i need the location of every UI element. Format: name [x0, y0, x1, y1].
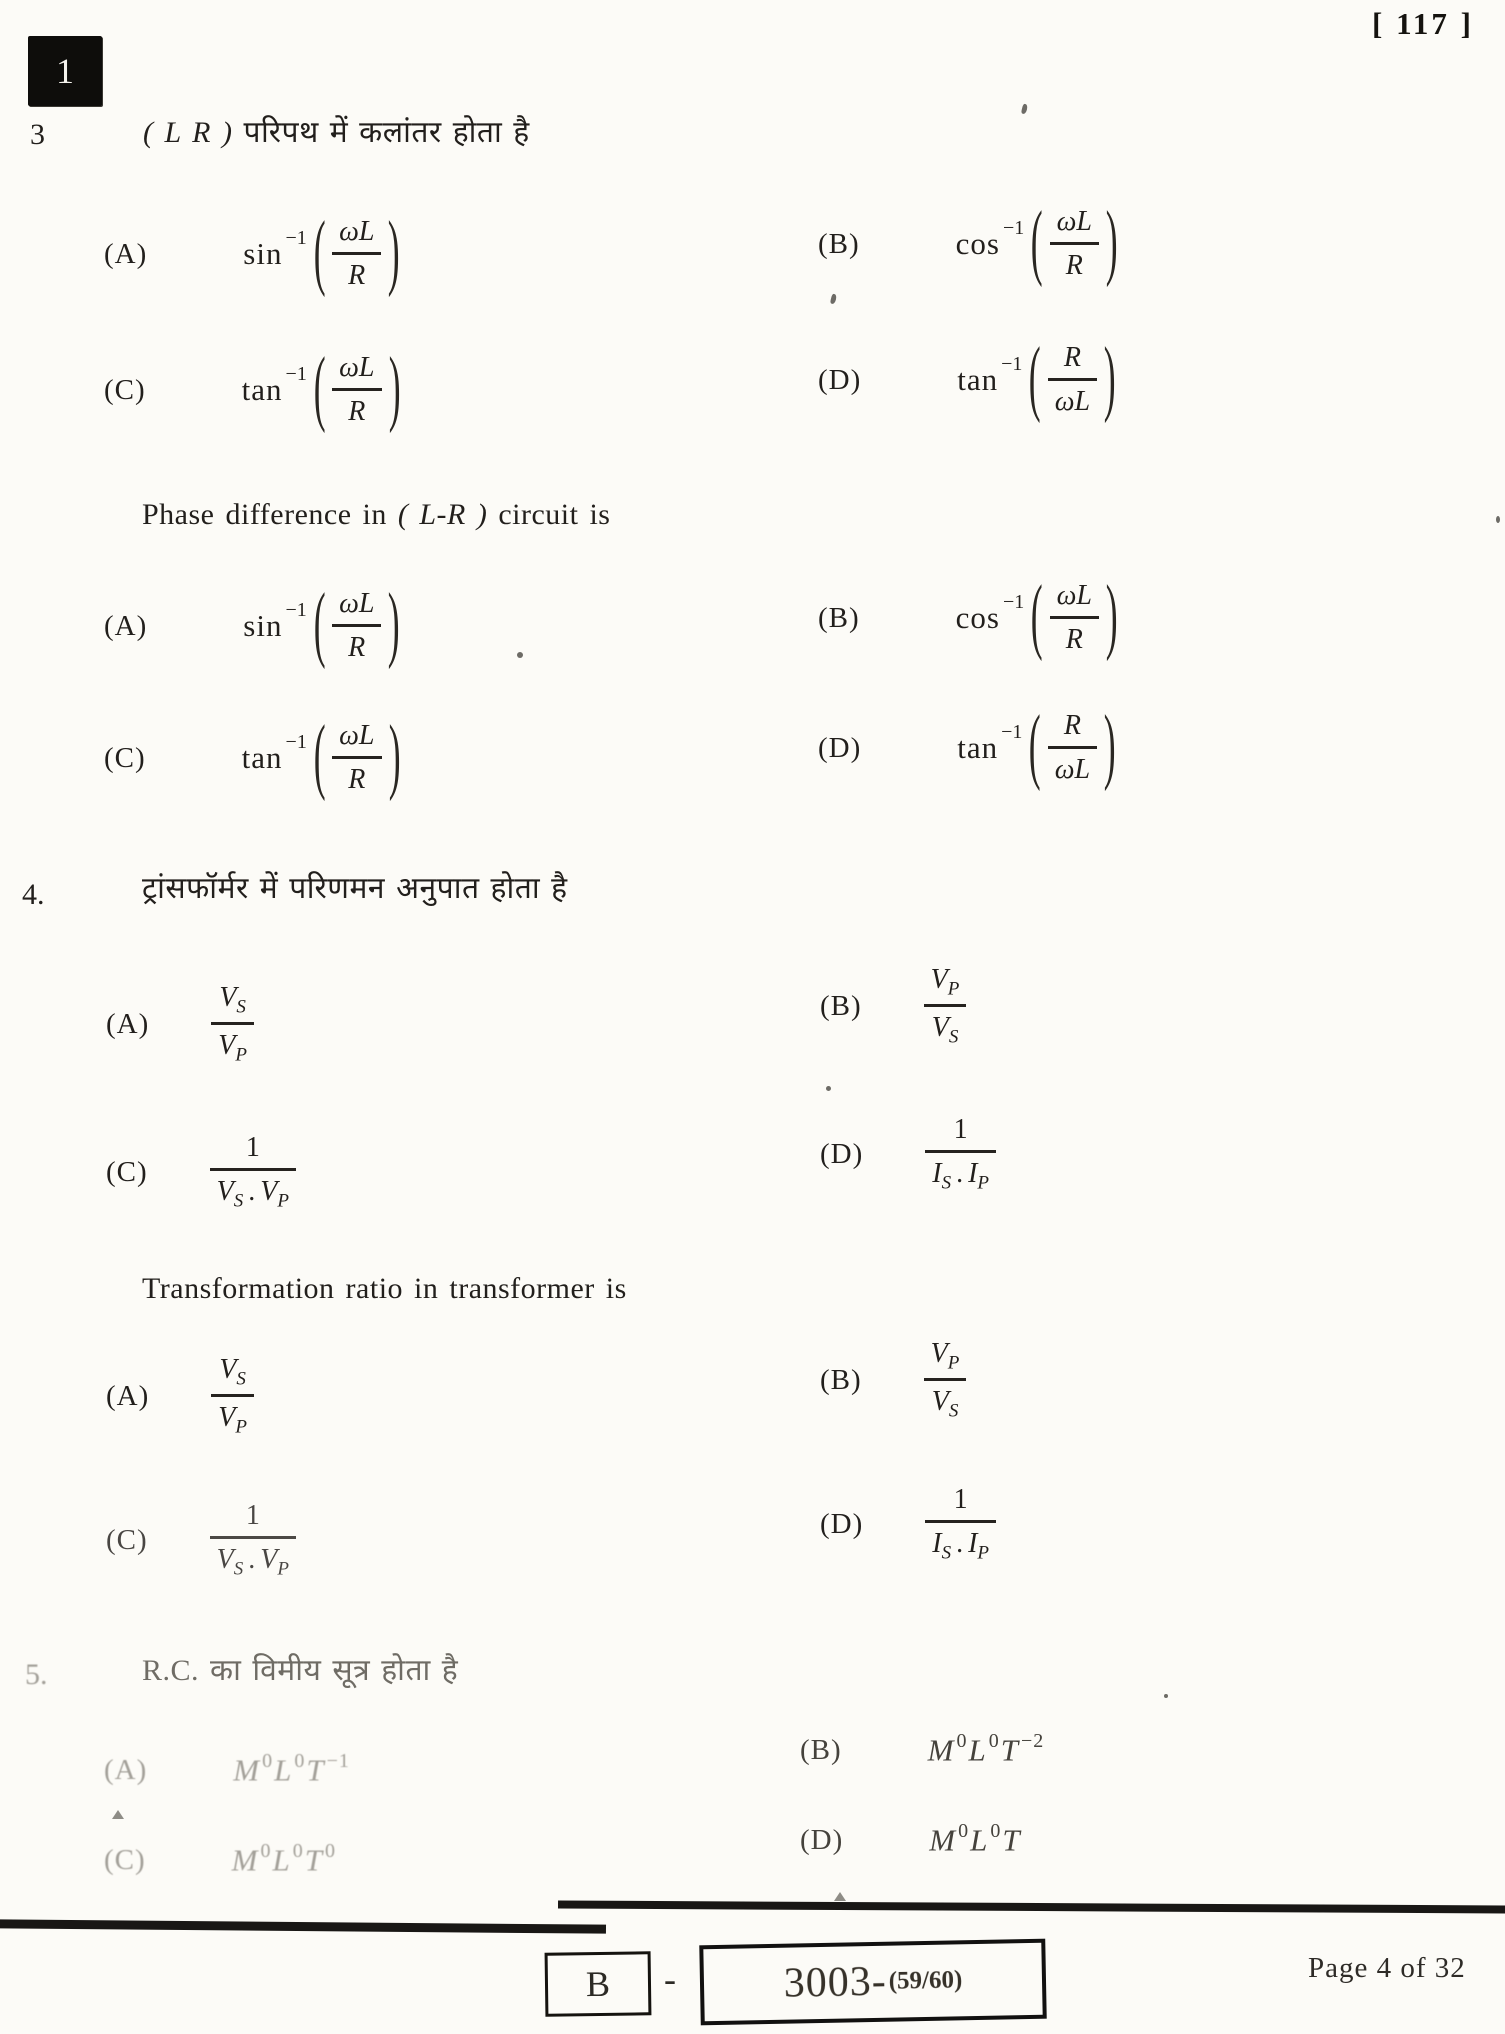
- formula-tan-inverse: [241, 342, 407, 436]
- option-label: (D): [820, 1137, 864, 1170]
- q4-hi-option-b: [820, 962, 966, 1051]
- fraction: $\frac{V_P}{V_S}$: [924, 1336, 967, 1425]
- close-paren: ): [388, 710, 401, 804]
- scan-artifact: [830, 294, 837, 305]
- q5-option-c: [104, 1842, 337, 1878]
- formula-one-over-vsvp: [210, 1498, 296, 1583]
- fn-name: tan: [241, 740, 283, 776]
- q4-en-option-d: [820, 1482, 996, 1567]
- open-paren: (: [313, 342, 326, 436]
- fn-exponent: −1: [1003, 216, 1025, 239]
- fn-exponent: −1: [1003, 590, 1025, 613]
- q3-en-prefix: Phase difference in: [142, 498, 387, 531]
- fraction: $\frac{1}{V_S . V_P}$: [210, 1130, 296, 1215]
- fraction: $\frac{1}{V_S . V_P}$: [210, 1498, 296, 1583]
- close-paren: ): [1105, 196, 1118, 290]
- formula-sin-inverse: [243, 578, 406, 672]
- fraction: $\frac{\omega L}{R}$: [332, 350, 381, 430]
- fraction: $\frac{1}{I_S . I_P}$: [925, 1112, 996, 1197]
- q4-number: 4.: [22, 878, 45, 911]
- series-code: B: [585, 1963, 611, 2005]
- option-label: (B): [818, 227, 860, 260]
- fraction: $\frac{R}{\omega L}$: [1048, 340, 1097, 420]
- fraction: $\frac{\omega L}{R}$: [1050, 204, 1099, 284]
- formula-vs-over-vp: [211, 980, 254, 1069]
- formula-vs-over-vp: [211, 1352, 254, 1441]
- scan-artifact: [1164, 1694, 1168, 1698]
- q3-hi-option-a: [104, 206, 407, 300]
- q5-option-d: [800, 1822, 1024, 1858]
- scan-artifact: [834, 1892, 846, 1901]
- fraction: $\frac{\omega L}{R}$: [1050, 578, 1099, 658]
- formula-sin-inverse: [243, 206, 406, 300]
- section-badge-number: 1: [56, 51, 74, 91]
- fn-name: tan: [957, 362, 999, 398]
- fn-name: cos: [955, 600, 1000, 636]
- option-label: (C): [106, 1155, 148, 1188]
- q4-en-option-b: [820, 1336, 966, 1425]
- option-label: (C): [106, 1523, 148, 1556]
- q5-rc-label: R.C.: [142, 1654, 200, 1687]
- formula-one-over-isip: [925, 1482, 996, 1567]
- scan-artifact: [517, 652, 523, 658]
- close-paren: ): [1103, 332, 1116, 426]
- formula-tan-inverse: [241, 710, 407, 804]
- fraction: $\frac{V_P}{V_S}$: [924, 962, 967, 1051]
- q3-en-option-a: [104, 578, 407, 672]
- paper-code-box: [699, 1939, 1046, 2026]
- fn-name: cos: [955, 226, 1000, 262]
- fraction: $\frac{\omega L}{R}$: [332, 718, 381, 798]
- q4-en-option-c: [106, 1498, 296, 1583]
- q3-number: 3: [30, 118, 45, 151]
- q5-option-b: [800, 1732, 1045, 1768]
- fraction: $\frac{R}{\omega L}$: [1048, 708, 1097, 788]
- page-info: Page 4 of 32: [1308, 1952, 1466, 1984]
- q4-title-english: Transformation ratio in transformer is: [142, 1272, 627, 1305]
- footer-dash: -: [664, 1959, 676, 1999]
- option-label: (C): [104, 373, 146, 406]
- close-paren: ): [388, 206, 401, 300]
- close-paren: ): [388, 578, 401, 672]
- fn-name: tan: [957, 730, 999, 766]
- option-label: (C): [104, 1843, 146, 1876]
- option-label: (B): [820, 989, 862, 1022]
- formula-vp-over-vs: [924, 1336, 967, 1425]
- open-paren: (: [1030, 196, 1043, 290]
- formula-tan-inverse: [957, 700, 1122, 794]
- q3-en-option-b: [818, 570, 1124, 664]
- fn-exponent: −1: [1001, 720, 1023, 743]
- open-paren: (: [313, 578, 326, 672]
- fraction: $\frac{\omega L}{R}$: [332, 214, 381, 294]
- fn-exponent: −1: [285, 362, 307, 385]
- formula-vp-over-vs: [924, 962, 967, 1051]
- footer-rule-right: [558, 1901, 1505, 1914]
- section-badge: [28, 36, 102, 106]
- q3-en-lr: ( L-R ): [397, 498, 488, 531]
- series-code-box: [545, 1951, 652, 2016]
- q5-title-hindi: [142, 1648, 458, 1689]
- footer-rule-left: [0, 1919, 606, 1933]
- open-paren: (: [313, 206, 326, 300]
- q3-en-option-d: [818, 700, 1122, 794]
- formula-dimensional: M $^0$L $^0$T $^{-1}$: [233, 1750, 350, 1788]
- fn-name: sin: [243, 608, 283, 644]
- fraction: $\frac{1}{I_S . I_P}$: [925, 1482, 996, 1567]
- page-number-ref: [ 117 ]: [1372, 6, 1474, 41]
- open-paren: (: [313, 710, 326, 804]
- formula-one-over-isip: [925, 1112, 996, 1197]
- q4-en-option-a: [106, 1352, 254, 1441]
- option-label: (D): [820, 1507, 864, 1540]
- option-label: (A): [106, 1007, 150, 1040]
- fn-exponent: −1: [285, 226, 307, 249]
- q3-title-english: [142, 498, 610, 532]
- scan-artifact: [1021, 104, 1028, 115]
- fn-name: tan: [241, 372, 283, 408]
- option-label: (D): [818, 731, 862, 764]
- fn-exponent: −1: [285, 730, 307, 753]
- q3-hi-option-d: [818, 332, 1122, 426]
- q5-hindi-text: का विमीय सूत्र होता है: [210, 1654, 459, 1687]
- close-paren: ): [388, 342, 401, 436]
- open-paren: (: [1029, 332, 1042, 426]
- formula-cos-inverse: [955, 570, 1125, 664]
- q3-lr-label: ( L R ): [143, 116, 233, 149]
- open-paren: (: [1029, 700, 1042, 794]
- q4-hi-option-c: [106, 1130, 296, 1215]
- q4-title-hindi: ट्रांसफॉर्मर में परिणमन अनुपात होता है: [142, 872, 568, 905]
- formula-dimensional: M $^0$L $^0$T $^{-2}$: [927, 1730, 1045, 1768]
- q3-hi-option-c: [104, 342, 407, 436]
- scan-artifact: [1496, 516, 1500, 523]
- option-label: (A): [104, 237, 148, 270]
- q4-hi-option-a: [106, 980, 254, 1069]
- paper-code: 3003-: [783, 1958, 888, 2007]
- q3-title-hindi: [143, 110, 530, 151]
- fn-name: sin: [243, 236, 283, 272]
- open-paren: (: [1030, 570, 1043, 664]
- fn-exponent: −1: [1001, 352, 1023, 375]
- fn-exponent: −1: [285, 598, 307, 621]
- formula-one-over-vsvp: [210, 1130, 296, 1215]
- option-label: (B): [820, 1363, 862, 1396]
- option-label: (C): [104, 741, 146, 774]
- option-label: (B): [800, 1733, 842, 1766]
- option-label: (D): [818, 363, 862, 396]
- option-label: (A): [104, 1753, 148, 1786]
- q5-number: 5.: [25, 1658, 48, 1691]
- option-label: (A): [104, 609, 148, 642]
- fraction: $\frac{\omega L}{R}$: [332, 586, 381, 666]
- scan-artifact: [112, 1810, 124, 1819]
- close-paren: ): [1105, 570, 1118, 664]
- formula-tan-inverse: [957, 332, 1122, 426]
- q5-option-a: [104, 1752, 351, 1788]
- fraction: $\frac{V_S}{V_P}$: [211, 980, 254, 1069]
- formula-cos-inverse: [955, 196, 1125, 290]
- paper-code-suffix: (59/60): [888, 1966, 963, 1995]
- formula-dimensional: M $^0$L $^0$T: [929, 1820, 1021, 1858]
- fraction: $\frac{V_S}{V_P}$: [211, 1352, 254, 1441]
- q4-hi-option-d: [820, 1112, 996, 1197]
- close-paren: ): [1103, 700, 1116, 794]
- option-label: (B): [818, 601, 860, 634]
- q3-en-suffix: circuit is: [498, 498, 611, 531]
- q3-hi-option-b: [818, 196, 1124, 290]
- q3-en-option-c: [104, 710, 407, 804]
- option-label: (D): [800, 1823, 844, 1856]
- scan-artifact: [826, 1086, 831, 1091]
- q3-hindi-text: परिपथ में कलांतर होता है: [243, 116, 530, 149]
- formula-dimensional: M $^0$L $^0$T $^0$: [231, 1840, 336, 1878]
- option-label: (A): [106, 1379, 150, 1412]
